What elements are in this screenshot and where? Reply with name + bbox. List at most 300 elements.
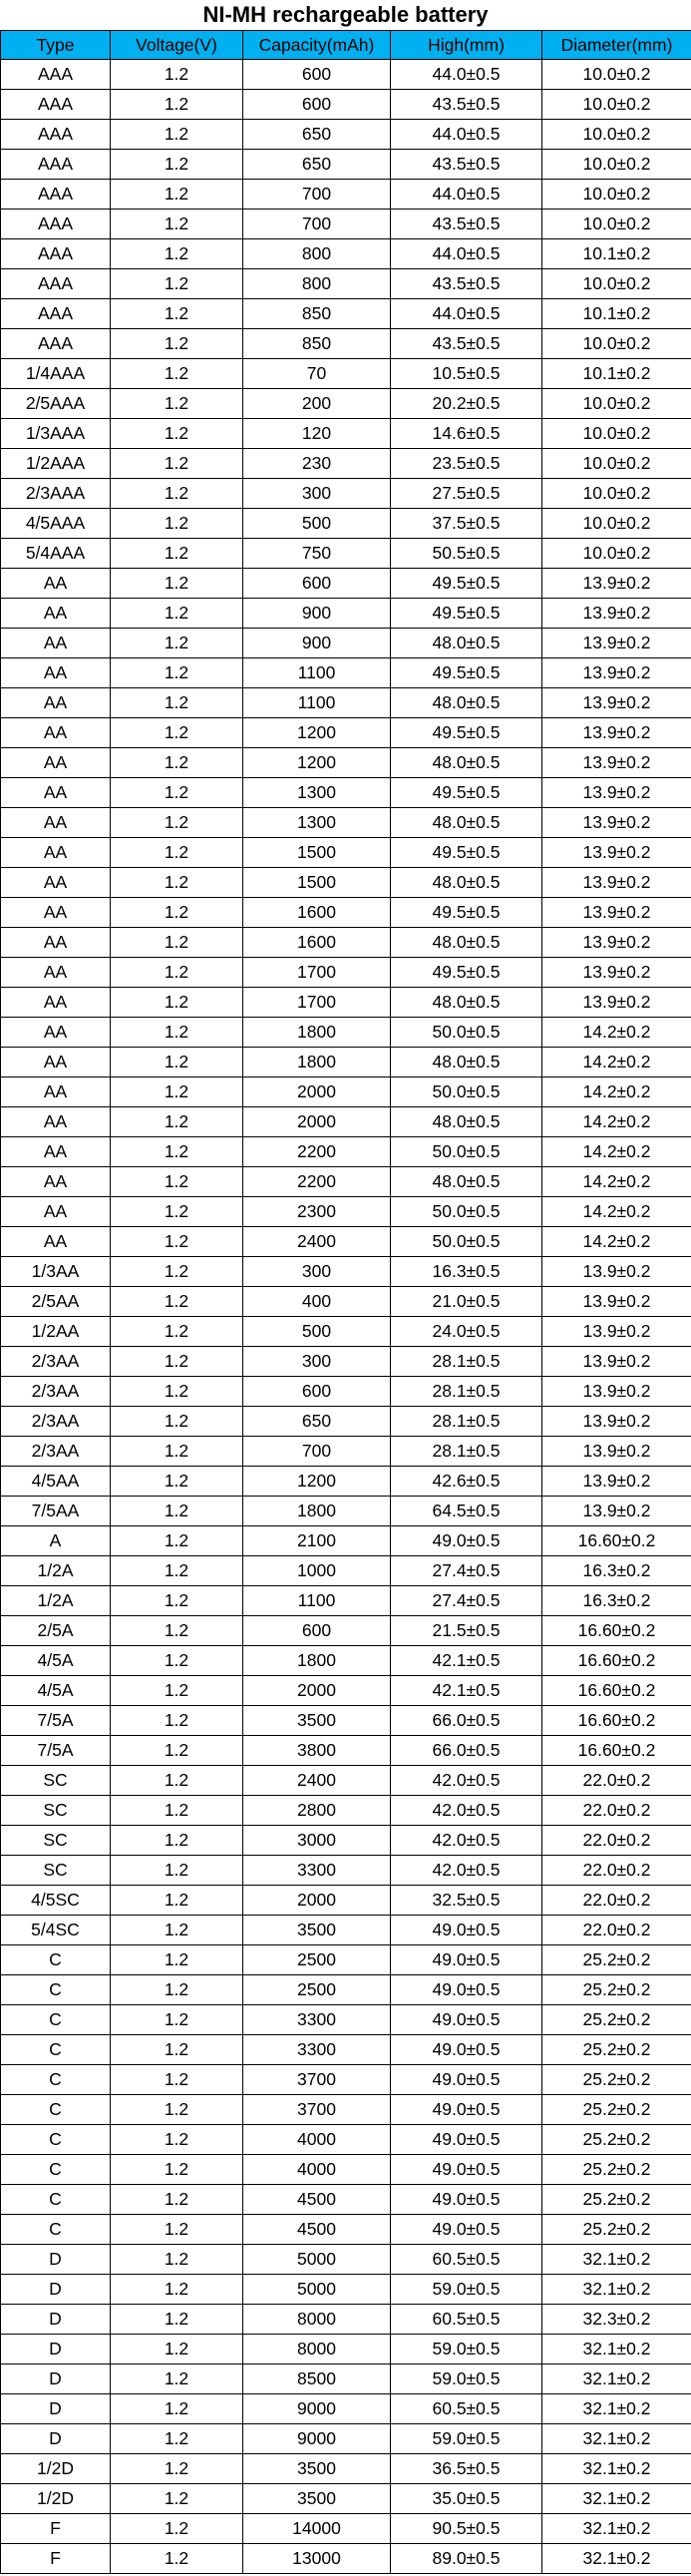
cell-diameter: 13.9±0.2 [542, 718, 691, 748]
cell-voltage: 1.2 [111, 1676, 243, 1706]
cell-capacity: 650 [243, 1407, 391, 1437]
cell-high: 48.0±0.5 [391, 808, 542, 838]
cell-diameter: 10.0±0.2 [542, 329, 691, 359]
cell-high: 48.0±0.5 [391, 1048, 542, 1077]
cell-high: 44.0±0.5 [391, 60, 542, 90]
cell-type: AA [1, 1197, 111, 1227]
cell-voltage: 1.2 [111, 2095, 243, 2125]
cell-capacity: 3000 [243, 1826, 391, 1856]
cell-capacity: 650 [243, 120, 391, 150]
cell-type: AA [1, 658, 111, 688]
table-row [1, 180, 691, 210]
cell-voltage: 1.2 [111, 2335, 243, 2364]
cell-voltage: 1.2 [111, 1407, 243, 1437]
cell-high: 10.5±0.5 [391, 359, 542, 389]
table-row [1, 1616, 691, 1646]
cell-type: AAA [1, 299, 111, 329]
table-row [1, 718, 691, 748]
cell-capacity: 500 [243, 1317, 391, 1347]
cell-type: AAA [1, 180, 111, 210]
cell-voltage: 1.2 [111, 1197, 243, 1227]
cell-diameter: 13.9±0.2 [542, 1467, 691, 1497]
table-row [1, 1167, 691, 1197]
cell-voltage: 1.2 [111, 2305, 243, 2335]
cell-type: D [1, 2364, 111, 2394]
cell-high: 64.5±0.5 [391, 1497, 542, 1526]
cell-high: 49.0±0.5 [391, 2005, 542, 2035]
cell-high: 49.5±0.5 [391, 599, 542, 629]
cell-voltage: 1.2 [111, 2185, 243, 2215]
cell-diameter: 10.0±0.2 [542, 419, 691, 449]
cell-type: AA [1, 1167, 111, 1197]
cell-type: AA [1, 808, 111, 838]
cell-capacity: 300 [243, 1257, 391, 1287]
cell-diameter: 10.0±0.2 [542, 449, 691, 479]
cell-diameter: 13.9±0.2 [542, 629, 691, 658]
cell-capacity: 300 [243, 1347, 391, 1377]
cell-capacity: 700 [243, 1437, 391, 1467]
cell-diameter: 25.2±0.2 [542, 2215, 691, 2245]
cell-voltage: 1.2 [111, 2454, 243, 2484]
table-row [1, 269, 691, 299]
cell-type: AA [1, 569, 111, 599]
table-row [1, 898, 691, 928]
table-row [1, 1437, 691, 1467]
cell-voltage: 1.2 [111, 210, 243, 239]
table-row [1, 239, 691, 269]
cell-type: 1/2AAA [1, 449, 111, 479]
cell-high: 42.0±0.5 [391, 1796, 542, 1826]
cell-capacity: 1600 [243, 928, 391, 958]
cell-high: 42.1±0.5 [391, 1646, 542, 1676]
cell-capacity: 2000 [243, 1886, 391, 1916]
cell-diameter: 10.0±0.2 [542, 269, 691, 299]
cell-voltage: 1.2 [111, 1497, 243, 1526]
cell-capacity: 3300 [243, 2035, 391, 2065]
cell-high: 89.0±0.5 [391, 2544, 542, 2574]
table-row [1, 868, 691, 898]
cell-capacity: 2500 [243, 1945, 391, 1975]
cell-high: 23.5±0.5 [391, 449, 542, 479]
cell-type: AAA [1, 150, 111, 180]
cell-diameter: 32.1±0.2 [542, 2424, 691, 2454]
cell-capacity: 3300 [243, 1856, 391, 1886]
cell-capacity: 500 [243, 509, 391, 539]
cell-diameter: 13.9±0.2 [542, 928, 691, 958]
cell-type: AAA [1, 269, 111, 299]
cell-voltage: 1.2 [111, 1227, 243, 1257]
cell-capacity: 2300 [243, 1197, 391, 1227]
cell-high: 36.5±0.5 [391, 2454, 542, 2484]
cell-diameter: 32.1±0.2 [542, 2394, 691, 2424]
table-row [1, 1526, 691, 1556]
table-row [1, 2364, 691, 2394]
cell-capacity: 1700 [243, 958, 391, 988]
cell-type: 2/3AA [1, 1407, 111, 1437]
table-row [1, 688, 691, 718]
cell-type: AA [1, 718, 111, 748]
cell-type: 4/5A [1, 1676, 111, 1706]
cell-high: 24.0±0.5 [391, 1317, 542, 1347]
cell-diameter: 10.0±0.2 [542, 210, 691, 239]
cell-type: 4/5A [1, 1646, 111, 1676]
table-row [1, 2454, 691, 2484]
table-row [1, 1556, 691, 1586]
table-row [1, 1826, 691, 1856]
cell-diameter: 25.2±0.2 [542, 2125, 691, 2155]
cell-type: C [1, 2035, 111, 2065]
cell-type: 1/2A [1, 1556, 111, 1586]
cell-capacity: 850 [243, 299, 391, 329]
cell-capacity: 8000 [243, 2305, 391, 2335]
cell-voltage: 1.2 [111, 1616, 243, 1646]
cell-high: 42.0±0.5 [391, 1826, 542, 1856]
table-row [1, 1676, 691, 1706]
cell-high: 43.5±0.5 [391, 150, 542, 180]
cell-diameter: 10.0±0.2 [542, 509, 691, 539]
table-row [1, 2544, 691, 2574]
cell-high: 43.5±0.5 [391, 269, 542, 299]
cell-voltage: 1.2 [111, 2484, 243, 2514]
cell-diameter: 16.60±0.2 [542, 1736, 691, 1766]
cell-capacity: 800 [243, 269, 391, 299]
table-row [1, 449, 691, 479]
cell-high: 48.0±0.5 [391, 1167, 542, 1197]
cell-diameter: 22.0±0.2 [542, 1826, 691, 1856]
cell-diameter: 25.2±0.2 [542, 2155, 691, 2185]
cell-diameter: 10.0±0.2 [542, 389, 691, 419]
cell-type: C [1, 1975, 111, 2005]
cell-diameter: 10.0±0.2 [542, 479, 691, 509]
cell-type: 5/4SC [1, 1916, 111, 1945]
cell-capacity: 200 [243, 389, 391, 419]
cell-voltage: 1.2 [111, 569, 243, 599]
cell-voltage: 1.2 [111, 359, 243, 389]
cell-voltage: 1.2 [111, 1077, 243, 1107]
cell-type: AAA [1, 120, 111, 150]
cell-type: AAA [1, 210, 111, 239]
cell-diameter: 13.9±0.2 [542, 1437, 691, 1467]
cell-high: 44.0±0.5 [391, 120, 542, 150]
cell-type: C [1, 2215, 111, 2245]
cell-type: 2/3AA [1, 1347, 111, 1377]
cell-diameter: 16.60±0.2 [542, 1646, 691, 1676]
table-row [1, 1975, 691, 2005]
table-row [1, 90, 691, 120]
cell-diameter: 13.9±0.2 [542, 1407, 691, 1437]
cell-voltage: 1.2 [111, 239, 243, 269]
cell-diameter: 14.2±0.2 [542, 1018, 691, 1048]
table-row [1, 569, 691, 599]
cell-diameter: 13.9±0.2 [542, 988, 691, 1018]
cell-high: 48.0±0.5 [391, 688, 542, 718]
cell-diameter: 22.0±0.2 [542, 1886, 691, 1916]
cell-voltage: 1.2 [111, 688, 243, 718]
table-row [1, 359, 691, 389]
table-row [1, 1945, 691, 1975]
cell-capacity: 1600 [243, 898, 391, 928]
battery-spec-table [0, 30, 691, 2574]
cell-type: 7/5A [1, 1706, 111, 1736]
table-row [1, 629, 691, 658]
cell-diameter: 10.1±0.2 [542, 359, 691, 389]
cell-capacity: 120 [243, 419, 391, 449]
table-row [1, 1137, 691, 1167]
cell-capacity: 400 [243, 1287, 391, 1317]
cell-diameter: 13.9±0.2 [542, 868, 691, 898]
cell-voltage: 1.2 [111, 299, 243, 329]
cell-capacity: 5000 [243, 2245, 391, 2275]
table-row [1, 2215, 691, 2245]
cell-type: 4/5SC [1, 1886, 111, 1916]
cell-diameter: 32.1±0.2 [542, 2484, 691, 2514]
cell-diameter: 13.9±0.2 [542, 1347, 691, 1377]
table-row [1, 1796, 691, 1826]
cell-capacity: 3500 [243, 1706, 391, 1736]
cell-diameter: 16.60±0.2 [542, 1676, 691, 1706]
cell-voltage: 1.2 [111, 2035, 243, 2065]
cell-high: 49.0±0.5 [391, 1945, 542, 1975]
cell-diameter: 22.0±0.2 [542, 1856, 691, 1886]
cell-capacity: 600 [243, 569, 391, 599]
table-row [1, 1646, 691, 1676]
cell-diameter: 13.9±0.2 [542, 658, 691, 688]
cell-diameter: 32.3±0.2 [542, 2305, 691, 2335]
cell-capacity: 9000 [243, 2394, 391, 2424]
cell-diameter: 14.2±0.2 [542, 1048, 691, 1077]
cell-capacity: 600 [243, 60, 391, 90]
cell-high: 44.0±0.5 [391, 299, 542, 329]
cell-voltage: 1.2 [111, 808, 243, 838]
cell-voltage: 1.2 [111, 1287, 243, 1317]
cell-type: C [1, 2185, 111, 2215]
cell-diameter: 13.9±0.2 [542, 1287, 691, 1317]
header-row [1, 31, 691, 60]
table-body [1, 60, 691, 2574]
cell-type: SC [1, 1856, 111, 1886]
cell-diameter: 13.9±0.2 [542, 1257, 691, 1287]
cell-voltage: 1.2 [111, 748, 243, 778]
cell-diameter: 10.0±0.2 [542, 120, 691, 150]
table-title: NI-MH rechargeable battery [0, 0, 691, 30]
cell-capacity: 600 [243, 90, 391, 120]
cell-capacity: 3800 [243, 1736, 391, 1766]
cell-diameter: 25.2±0.2 [542, 1975, 691, 2005]
cell-voltage: 1.2 [111, 1736, 243, 1766]
cell-voltage: 1.2 [111, 629, 243, 658]
cell-type: AA [1, 1077, 111, 1107]
cell-type: 2/5AAA [1, 389, 111, 419]
table-row [1, 808, 691, 838]
cell-capacity: 3700 [243, 2065, 391, 2095]
cell-diameter: 22.0±0.2 [542, 1796, 691, 1826]
cell-voltage: 1.2 [111, 1048, 243, 1077]
cell-capacity: 600 [243, 1377, 391, 1407]
cell-capacity: 1100 [243, 658, 391, 688]
table-row [1, 958, 691, 988]
cell-capacity: 3500 [243, 2484, 391, 2514]
cell-voltage: 1.2 [111, 718, 243, 748]
cell-type: AA [1, 1107, 111, 1137]
cell-diameter: 10.0±0.2 [542, 180, 691, 210]
cell-type: AA [1, 838, 111, 868]
cell-type: 1/2AA [1, 1317, 111, 1347]
cell-voltage: 1.2 [111, 1107, 243, 1137]
cell-diameter: 22.0±0.2 [542, 1766, 691, 1796]
table-row [1, 1916, 691, 1945]
cell-diameter: 10.0±0.2 [542, 539, 691, 569]
cell-type: AAA [1, 90, 111, 120]
cell-capacity: 4000 [243, 2125, 391, 2155]
cell-high: 90.5±0.5 [391, 2514, 542, 2544]
cell-type: 2/3AA [1, 1437, 111, 1467]
cell-capacity: 2000 [243, 1077, 391, 1107]
cell-type: C [1, 2065, 111, 2095]
table-row [1, 1886, 691, 1916]
cell-high: 48.0±0.5 [391, 988, 542, 1018]
cell-high: 49.5±0.5 [391, 838, 542, 868]
column-header-high: High(mm) [391, 31, 542, 60]
cell-diameter: 14.2±0.2 [542, 1167, 691, 1197]
cell-capacity: 3300 [243, 2005, 391, 2035]
cell-type: F [1, 2514, 111, 2544]
cell-diameter: 25.2±0.2 [542, 2095, 691, 2125]
cell-voltage: 1.2 [111, 1826, 243, 1856]
cell-high: 50.0±0.5 [391, 1077, 542, 1107]
cell-diameter: 32.1±0.2 [542, 2275, 691, 2305]
cell-type: SC [1, 1826, 111, 1856]
cell-voltage: 1.2 [111, 898, 243, 928]
cell-high: 27.4±0.5 [391, 1556, 542, 1586]
cell-voltage: 1.2 [111, 958, 243, 988]
cell-type: AA [1, 988, 111, 1018]
table-row [1, 2245, 691, 2275]
cell-high: 60.5±0.5 [391, 2245, 542, 2275]
cell-type: 1/3AAA [1, 419, 111, 449]
cell-capacity: 600 [243, 1616, 391, 1646]
cell-type: 4/5AA [1, 1467, 111, 1497]
cell-diameter: 13.9±0.2 [542, 958, 691, 988]
cell-high: 43.5±0.5 [391, 90, 542, 120]
cell-voltage: 1.2 [111, 180, 243, 210]
cell-high: 49.5±0.5 [391, 958, 542, 988]
table-row [1, 1377, 691, 1407]
cell-high: 48.0±0.5 [391, 868, 542, 898]
cell-voltage: 1.2 [111, 2005, 243, 2035]
cell-capacity: 900 [243, 629, 391, 658]
cell-type: 7/5AA [1, 1497, 111, 1526]
cell-type: AA [1, 688, 111, 718]
cell-high: 21.5±0.5 [391, 1616, 542, 1646]
cell-high: 37.5±0.5 [391, 509, 542, 539]
cell-high: 60.5±0.5 [391, 2305, 542, 2335]
cell-voltage: 1.2 [111, 1766, 243, 1796]
cell-diameter: 32.1±0.2 [542, 2335, 691, 2364]
table-row [1, 2005, 691, 2035]
table-row [1, 778, 691, 808]
table-row [1, 2394, 691, 2424]
cell-high: 28.1±0.5 [391, 1347, 542, 1377]
cell-high: 66.0±0.5 [391, 1706, 542, 1736]
cell-voltage: 1.2 [111, 90, 243, 120]
cell-diameter: 32.1±0.2 [542, 2454, 691, 2484]
cell-voltage: 1.2 [111, 60, 243, 90]
cell-voltage: 1.2 [111, 1467, 243, 1497]
cell-type: 2/5A [1, 1616, 111, 1646]
table-row [1, 2185, 691, 2215]
cell-high: 48.0±0.5 [391, 629, 542, 658]
cell-voltage: 1.2 [111, 269, 243, 299]
cell-capacity: 1800 [243, 1646, 391, 1676]
cell-capacity: 1800 [243, 1497, 391, 1526]
cell-diameter: 32.1±0.2 [542, 2364, 691, 2394]
table-row [1, 509, 691, 539]
cell-voltage: 1.2 [111, 599, 243, 629]
cell-voltage: 1.2 [111, 2544, 243, 2574]
cell-diameter: 14.2±0.2 [542, 1107, 691, 1137]
cell-capacity: 1800 [243, 1048, 391, 1077]
cell-high: 59.0±0.5 [391, 2335, 542, 2364]
cell-high: 44.0±0.5 [391, 239, 542, 269]
table-row [1, 389, 691, 419]
cell-high: 27.5±0.5 [391, 479, 542, 509]
cell-diameter: 10.0±0.2 [542, 90, 691, 120]
table-row [1, 1497, 691, 1526]
cell-high: 42.6±0.5 [391, 1467, 542, 1497]
cell-diameter: 14.2±0.2 [542, 1137, 691, 1167]
cell-diameter: 10.1±0.2 [542, 299, 691, 329]
cell-type: C [1, 2095, 111, 2125]
cell-high: 59.0±0.5 [391, 2424, 542, 2454]
cell-type: C [1, 2005, 111, 2035]
cell-high: 48.0±0.5 [391, 1107, 542, 1137]
cell-diameter: 25.2±0.2 [542, 2185, 691, 2215]
cell-high: 49.5±0.5 [391, 569, 542, 599]
cell-diameter: 25.2±0.2 [542, 2065, 691, 2095]
cell-capacity: 300 [243, 479, 391, 509]
cell-capacity: 1200 [243, 718, 391, 748]
table-row [1, 2424, 691, 2454]
cell-type: 1/4AAA [1, 359, 111, 389]
cell-voltage: 1.2 [111, 1945, 243, 1975]
table-row [1, 2514, 691, 2544]
cell-type: AA [1, 748, 111, 778]
cell-type: C [1, 2125, 111, 2155]
cell-high: 32.5±0.5 [391, 1886, 542, 1916]
cell-type: 7/5A [1, 1736, 111, 1766]
cell-capacity: 750 [243, 539, 391, 569]
cell-type: AA [1, 1137, 111, 1167]
cell-voltage: 1.2 [111, 1167, 243, 1197]
cell-high: 42.0±0.5 [391, 1766, 542, 1796]
cell-capacity: 850 [243, 329, 391, 359]
cell-capacity: 4500 [243, 2215, 391, 2245]
cell-voltage: 1.2 [111, 2065, 243, 2095]
cell-capacity: 2800 [243, 1796, 391, 1826]
cell-high: 49.0±0.5 [391, 2095, 542, 2125]
cell-type: SC [1, 1796, 111, 1826]
cell-voltage: 1.2 [111, 1437, 243, 1467]
table-row [1, 210, 691, 239]
cell-type: 2/3AAA [1, 479, 111, 509]
cell-high: 66.0±0.5 [391, 1736, 542, 1766]
table-row [1, 1706, 691, 1736]
table-row [1, 2305, 691, 2335]
table-row [1, 1077, 691, 1107]
cell-diameter: 10.0±0.2 [542, 150, 691, 180]
cell-type: AA [1, 1018, 111, 1048]
cell-high: 42.0±0.5 [391, 1856, 542, 1886]
